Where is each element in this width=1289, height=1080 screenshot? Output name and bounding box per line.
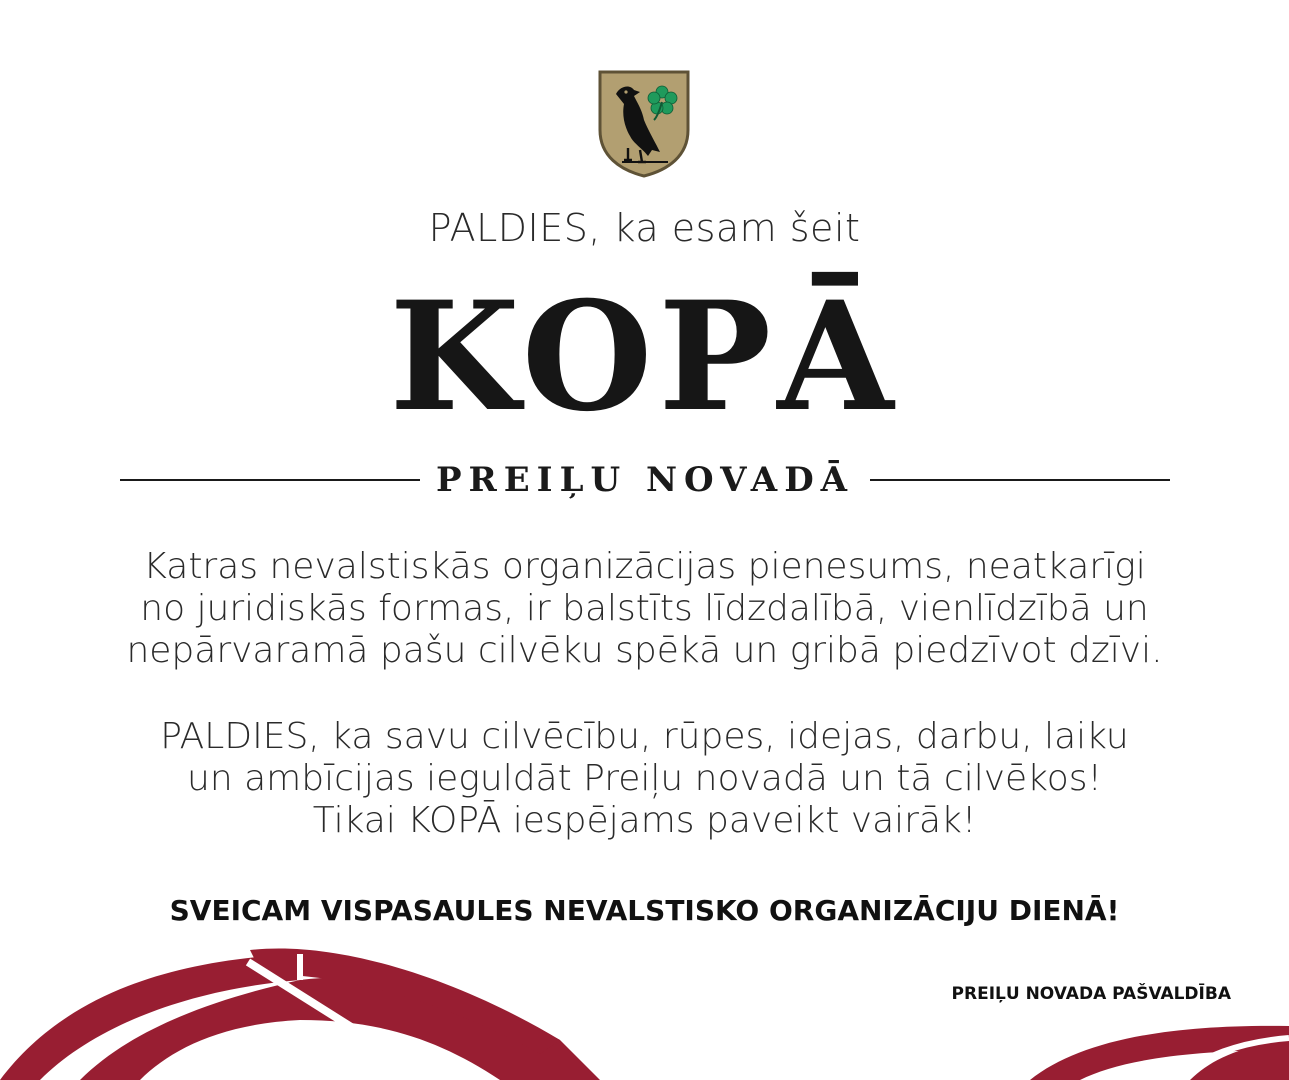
ribbon-decoration-left — [0, 940, 640, 1080]
greeting-headline: SVEICAM VISPASAULES NEVALSTISKO ORGANIZĀCIJU DIENĀ! — [169, 894, 1120, 927]
paragraph-line: Tikai KOPĀ iespējams paveikt vairāk! — [312, 800, 977, 841]
intro-text: PALDIES, ka esam šeit — [428, 206, 861, 250]
ribbon-decoration-right — [990, 1010, 1289, 1080]
paragraph-line: PALDIES, ka savu cilvēcību, rūpes, idejas, darbu, laiku — [160, 716, 1129, 757]
paragraph-line: Katras nevalstiskās organizācijas pienesums, neatkarīgi — [143, 546, 1146, 587]
paragraph-contribution — [20, 546, 1269, 672]
page-title: KOPĀ — [389, 269, 900, 445]
coat-of-arms-icon — [598, 70, 690, 178]
subtitle: PREIĻU NOVADĀ — [435, 460, 855, 500]
signature-municipality: PREIĻU NOVADA PAŠVALDĪBA — [951, 984, 1231, 1004]
subtitle-row — [120, 455, 1170, 505]
paragraph-line: no juridiskās formas, ir balstīts līdzdalībā, vienlīdzībā un — [140, 588, 1149, 629]
divider-right — [870, 479, 1170, 481]
divider-left — [120, 479, 420, 481]
paragraph-thanks — [20, 716, 1269, 842]
paragraph-line: nepārvaramā pašu cilvēku spēkā un gribā piedzīvot dzīvi. — [126, 630, 1163, 671]
paragraph-line: un ambīcijas ieguldāt Preiļu novadā un tā cilvēkos! — [187, 758, 1102, 799]
